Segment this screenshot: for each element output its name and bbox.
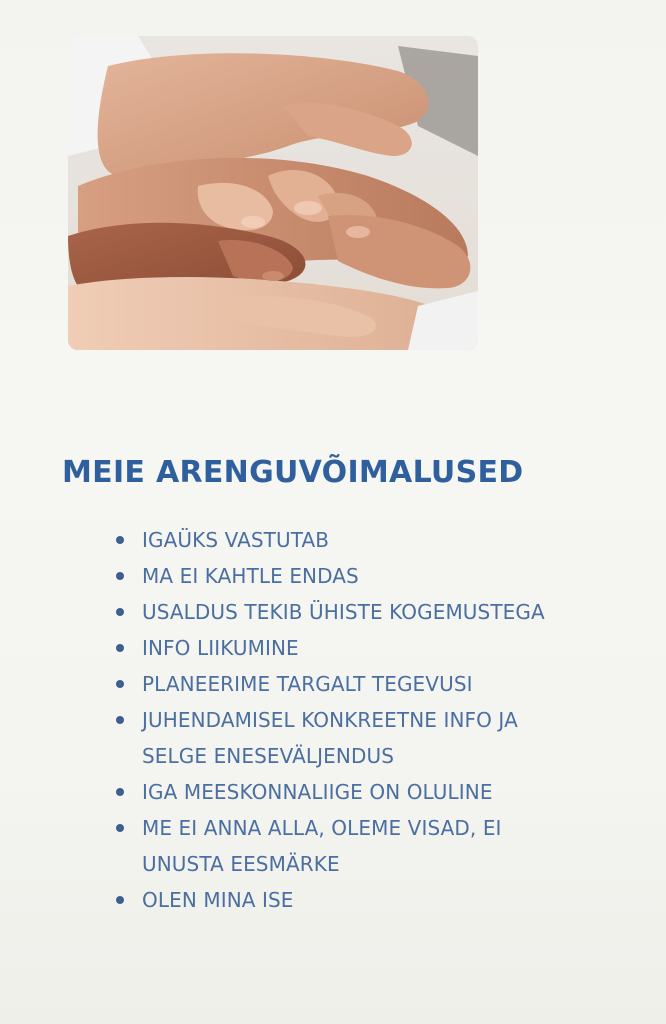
opportunities-list: [112, 522, 632, 918]
list-item: [112, 630, 632, 666]
list-item: [112, 882, 632, 918]
list-item: [112, 810, 632, 882]
bullet-icon: [116, 536, 124, 544]
list-item: [112, 522, 632, 558]
list-item-text: IGA MEESKONNALIIGE ON OLULINE: [142, 780, 493, 804]
hands-illustration: [68, 36, 478, 350]
list-item: [112, 558, 632, 594]
bullet-icon: [116, 896, 124, 904]
bullet-icon: [116, 716, 124, 724]
list-item-text: USALDUS TEKIB ÜHISTE KOGEMUSTEGA: [142, 600, 545, 624]
list-item-text: PLANEERIME TARGALT TEGEVUSI: [142, 672, 473, 696]
bullet-icon: [116, 680, 124, 688]
list-item-text: OLEN MINA ISE: [142, 888, 294, 912]
bullet-icon: [116, 788, 124, 796]
list-item-text: INFO LIIKUMINE: [142, 636, 299, 660]
bullet-icon: [116, 824, 124, 832]
list-item-text: IGAÜKS VASTUTAB: [142, 528, 330, 552]
list-item-text: MA EI KAHTLE ENDAS: [142, 564, 359, 588]
list-item-text: ME EI ANNA ALLA, OLEME VISAD, EI UNUSTA EESMÄRKE: [142, 816, 502, 876]
list-item: [112, 666, 632, 702]
bullet-icon: [116, 572, 124, 580]
bullet-icon: [116, 608, 124, 616]
list-item: [112, 594, 632, 630]
list-item: [112, 702, 632, 774]
bullet-icon: [116, 644, 124, 652]
list-item: [112, 774, 632, 810]
page-title: MEIE ARENGUVÕIMALUSED: [62, 455, 524, 490]
list-item-text: JUHENDAMISEL KONKREETNE INFO JA SELGE ENESEVÄLJENDUS: [142, 708, 518, 768]
stacked-hands-photo: [68, 36, 478, 350]
